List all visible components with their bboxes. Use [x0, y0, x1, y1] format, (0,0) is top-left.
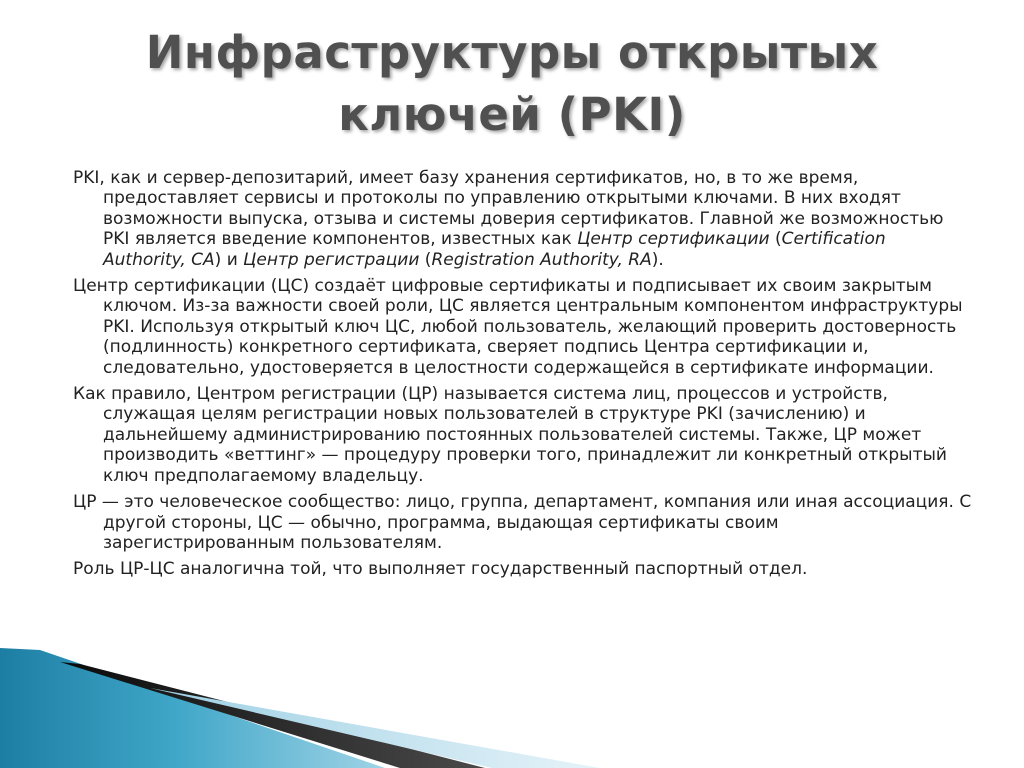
paragraph-text: Роль ЦР-ЦС аналогична той, что выполняет государственный паспортный отдел. — [73, 559, 808, 580]
body-paragraph — [73, 384, 973, 486]
paragraph-text: Центр сертификации (ЦС) создаёт цифровые сертификаты и подписывает их своим закрытым ключом. Из-за важности своей роли, ЦС является центральным компонентом инфраструктуры PKI. Используя открытый ключ ЦС, любой пользователь, желающий проверить достоверность (подлинность) конкретного сертификата, сверяет подпись Центра сертификации и, следовательно, удостоверяется в целостности содержащейся в сертификате информации. — [73, 276, 963, 378]
italic-term: Центр регистрации — [243, 249, 420, 270]
paragraph-text: ). — [651, 249, 664, 270]
slide-title-line-1: Инфраструктуры открытых — [145, 26, 879, 79]
light-stripe — [150, 688, 600, 768]
italic-term: Центр сертификации — [577, 229, 770, 250]
dark-stripe — [60, 662, 485, 768]
paragraph-text: ( — [419, 249, 432, 270]
italic-term: Certification Authority, CA — [103, 229, 886, 270]
paragraph-text: ЦР — это человеческое сообщество: лицо, группа, департамент, компания или иная ассоциация. С другой стороны, ЦС — обычно, программа, выдающая сертификаты своим зарегистрированным пользователям. — [73, 492, 972, 553]
body-paragraph — [73, 492, 973, 553]
body-paragraph — [73, 168, 973, 270]
slide-title-line-2: ключей (PKI) — [338, 88, 686, 141]
paragraph-text: Как правило, Центром регистрации (ЦР) называется система лиц, процессов и устройств, служащая целям регистрации новых пользователей в структуре PKI (зачислению) и дальнейшему администрированию постоянных пользователей системы. Также, ЦР может производить «веттинг» — процедуру проверки того, принадлежит ли конкретный открытый ключ предполагаемому владельцу. — [73, 384, 947, 486]
italic-term: Registration Authority, RA — [431, 249, 652, 270]
blue-wedge — [0, 648, 385, 768]
slide-body — [73, 168, 973, 586]
body-paragraph — [73, 559, 973, 579]
paragraph-text: ( — [769, 229, 782, 250]
paragraph-text: ) и — [214, 249, 244, 270]
body-paragraph — [73, 276, 973, 378]
slide-title — [112, 22, 912, 146]
paragraph-text: PKI, как и сервер-депозитарий, имеет базу хранения сертификатов, но, в то же время, предоставляет сервисы и протоколы по управлению открытыми ключами. В них входят возможности выпуска, отзыва и системы доверия сертификатов. Главной же возможностью PKI является введение компонентов, известных как — [73, 168, 944, 250]
